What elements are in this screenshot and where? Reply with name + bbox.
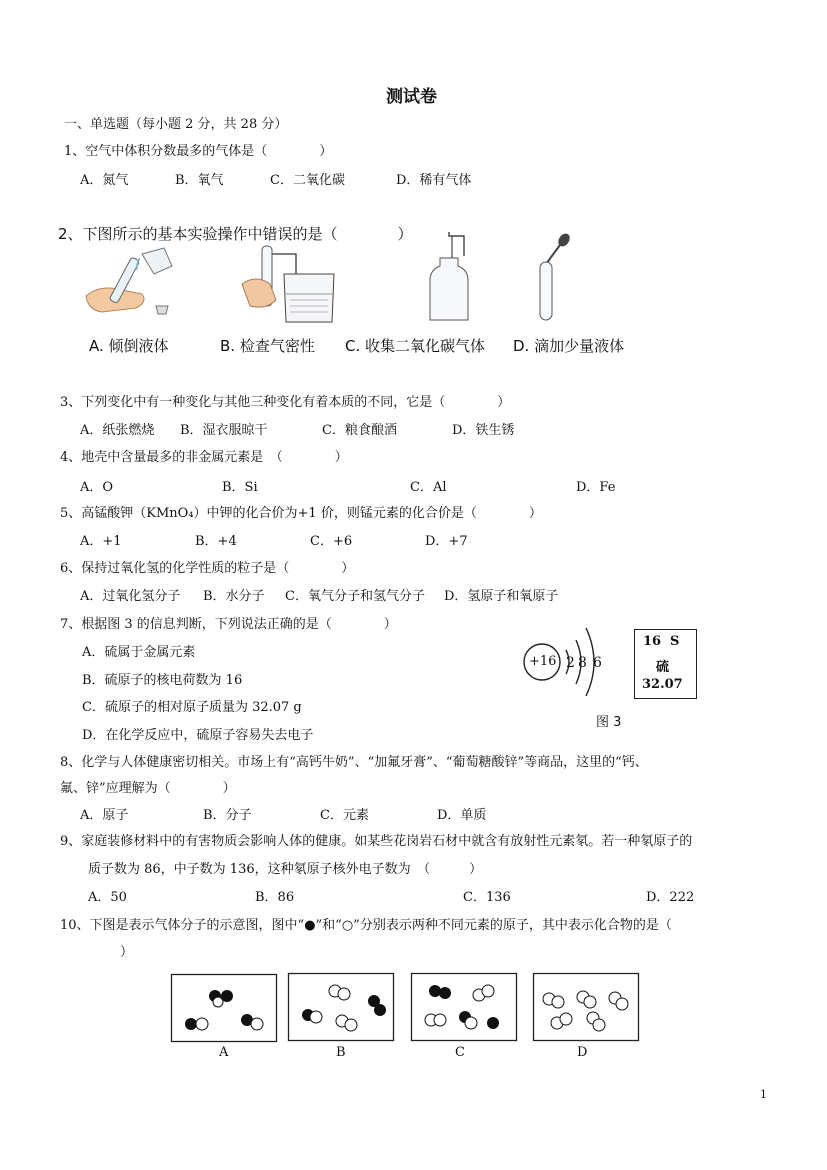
q5-option-b: B．+4 xyxy=(195,534,237,549)
question-9-stem-line-2: 质子数为 86，中子数为 136，这种氡原子核外电子数为 （ ） xyxy=(88,862,483,877)
q10-label-a: A xyxy=(219,1045,229,1060)
element-number: 16 xyxy=(643,634,662,649)
question-10-stem-line-1: 10、下图是表示气体分子的示意图，图中“●”和“○”分别表示两种不同元素的原子，其中表示化合物的是（ xyxy=(60,918,672,933)
co2-collection-illustration xyxy=(424,232,474,324)
q2-option-c: C. 收集二氧化碳气体 xyxy=(345,337,486,355)
molecule-box-d xyxy=(533,973,639,1041)
nucleus-charge: +16 xyxy=(529,654,557,669)
q5-option-a: A．+1 xyxy=(80,534,122,549)
q9-option-a: A．50 xyxy=(88,890,127,905)
q7-option-d: D．在化学反应中，硫原子容易失去电子 xyxy=(82,728,314,743)
q9-option-d: D．222 xyxy=(646,890,695,905)
page-title: 测试卷 xyxy=(386,87,437,107)
question-8-stem-line-2: 氟、锌”应理解为（ ） xyxy=(60,781,236,796)
q8-option-c: C．元素 xyxy=(320,808,369,823)
q5-option-d: D．+7 xyxy=(425,534,468,549)
q3-option-b: B．湿衣服晾干 xyxy=(180,423,268,438)
pouring-liquid-illustration xyxy=(82,244,177,324)
q4-option-a: A．O xyxy=(80,480,114,495)
q3-option-d: D．铁生锈 xyxy=(452,423,515,438)
question-4-stem: 4、地壳中含量最多的非金属元素是 （ ） xyxy=(60,450,348,465)
q6-option-b: B．水分子 xyxy=(203,589,265,604)
question-9-stem-line-1: 9、家庭装修材料中的有害物质会影响人体的健康。如某些花岗岩石材中就含有放射性元素氡。若一种氡原子的 xyxy=(60,834,693,849)
q10-label-b: B xyxy=(336,1045,346,1060)
dropping-liquid-illustration xyxy=(532,232,572,324)
shell-2-electrons: 8 xyxy=(578,655,587,671)
q1-option-a: A．氮气 xyxy=(80,173,129,188)
question-7-stem: 7、根据图 3 的信息判断，下列说法正确的是（ ） xyxy=(60,617,397,632)
molecule-box-c xyxy=(411,973,517,1041)
q4-option-c: C．Al xyxy=(410,480,447,495)
question-8-stem-line-1: 8、化学与人体健康密切相关。市场上有“高钙牛奶”、“加氟牙膏”、“葡萄糖酸锌”等商品，这里的“钙、 xyxy=(60,755,648,770)
atomic-mass: 32.07 xyxy=(642,677,683,692)
q1-option-d: D．稀有气体 xyxy=(396,173,472,188)
q7-option-a: A．硫属于金属元素 xyxy=(82,645,196,660)
q7-option-c: C．硫原子的相对原子质量为 32.07 g xyxy=(82,700,302,715)
airtightness-check-illustration xyxy=(236,244,346,326)
q4-option-d: D．Fe xyxy=(576,480,616,495)
q8-option-d: D．单质 xyxy=(437,808,487,823)
question-6-stem: 6、保持过氧化氢的化学性质的粒子是（ ） xyxy=(60,561,355,576)
q10-label-d: D xyxy=(577,1045,588,1060)
q6-option-a: A．过氧化氢分子 xyxy=(80,589,181,604)
q6-option-d: D．氢原子和氧原子 xyxy=(444,589,559,604)
q9-option-c: C．136 xyxy=(463,890,511,905)
q1-option-c: C．二氧化碳 xyxy=(270,173,345,188)
q2-option-d: D. 滴加少量液体 xyxy=(513,337,625,355)
q8-option-b: B．分子 xyxy=(203,808,252,823)
element-symbol: S xyxy=(670,634,680,649)
shell-3-electrons: 6 xyxy=(593,655,602,671)
shell-1-electrons: 2 xyxy=(566,655,575,671)
question-3-stem: 3、下列变化中有一种变化与其他三种变化有着本质的不同，它是（ ） xyxy=(60,395,511,410)
q2-option-a: A. 倾倒液体 xyxy=(89,337,169,355)
q8-option-a: A．原子 xyxy=(80,808,129,823)
q10-label-c: C xyxy=(455,1045,465,1060)
q5-option-c: C．+6 xyxy=(310,534,353,549)
page-number: 1 xyxy=(760,1088,767,1101)
molecule-box-a xyxy=(171,974,277,1042)
q2-option-b: B. 检查气密性 xyxy=(220,337,315,355)
question-5-stem: 5、高锰酸钾（KMnO₄）中钾的化合价为+1 价，则锰元素的化合价是（ ） xyxy=(60,506,542,521)
question-10-stem-line-2: ） xyxy=(120,945,134,960)
molecule-box-b xyxy=(288,973,394,1041)
element-name: 硫 xyxy=(656,660,670,675)
q1-option-b: B．氧气 xyxy=(175,173,224,188)
question-2-stem: 2、下图所示的基本实验操作中错误的是（ ） xyxy=(58,225,413,243)
section-heading: 一、单选题（每小题 2 分，共 28 分） xyxy=(64,117,288,132)
q3-option-a: A．纸张燃烧 xyxy=(80,423,155,438)
q7-option-b: B．硫原子的核电荷数为 16 xyxy=(82,673,243,688)
figure-3-caption: 图 3 xyxy=(596,715,622,730)
q4-option-b: B．Si xyxy=(222,480,258,495)
q9-option-b: B．86 xyxy=(255,890,295,905)
q3-option-c: C．粮食酿酒 xyxy=(322,423,397,438)
q6-option-c: C．氧气分子和氢气分子 xyxy=(285,589,425,604)
question-1-stem: 1、空气中体积分数最多的气体是（ ） xyxy=(64,144,333,159)
